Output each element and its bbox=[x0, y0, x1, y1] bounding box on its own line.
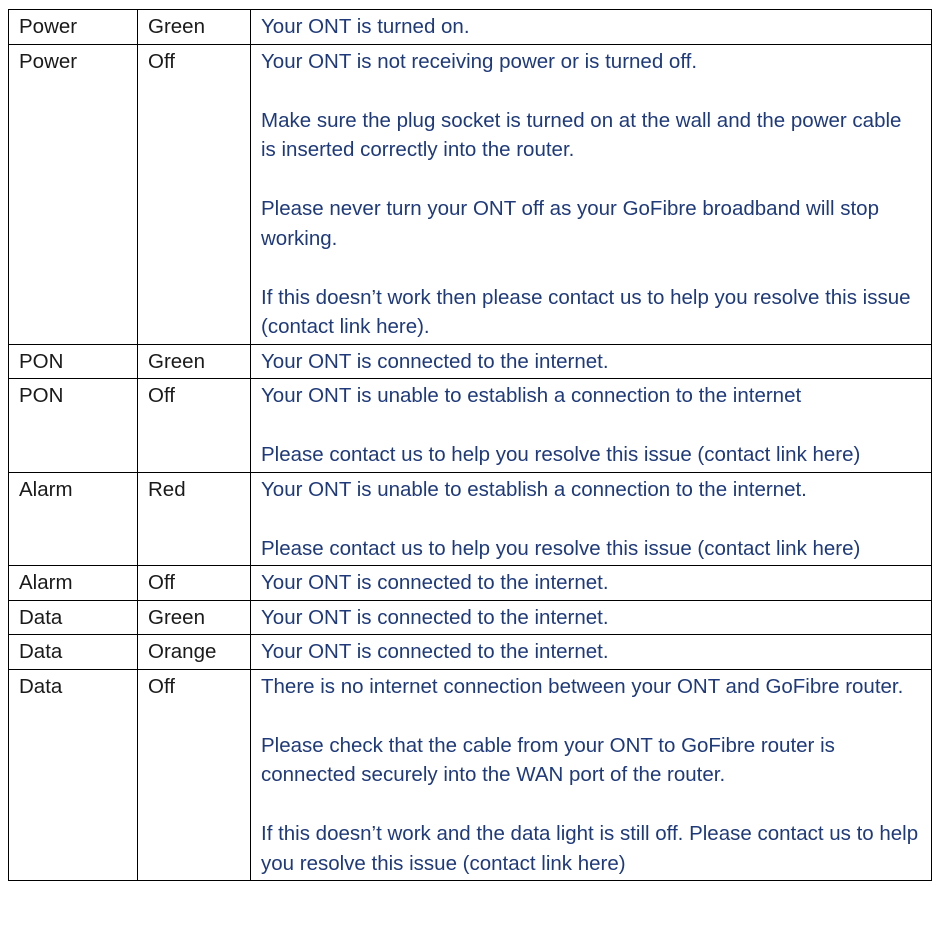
light-state-cell: Green bbox=[138, 10, 251, 45]
meaning-paragraph: Please contact us to help you resolve this issue (contact link here) bbox=[261, 443, 861, 466]
meaning-paragraph: Your ONT is connected to the internet. bbox=[261, 640, 609, 663]
meaning-paragraph: Your ONT is connected to the internet. bbox=[261, 605, 609, 629]
meaning-paragraph: Please contact us to help you resolve this issue (contact link here) bbox=[261, 536, 861, 560]
table-body bbox=[9, 10, 932, 881]
meaning-paragraph: Make sure the plug socket is turned on at the wall and the power cable is inserted correctly into the router. bbox=[261, 108, 902, 161]
meaning-paragraph: There is no internet connection between your ONT and GoFibre router. bbox=[261, 674, 904, 698]
meaning-cell bbox=[251, 669, 932, 881]
meaning-cell bbox=[251, 344, 932, 379]
meaning-cell bbox=[251, 379, 932, 473]
meaning-paragraph: If this doesn’t work then please contact us to help you resolve this issue (contact link here). bbox=[261, 285, 911, 338]
light-name-cell: PON bbox=[9, 344, 138, 379]
table-row bbox=[9, 566, 932, 601]
light-name-cell: Power bbox=[9, 10, 138, 45]
table-row bbox=[9, 379, 932, 473]
meaning-paragraph: Your ONT is connected to the internet. bbox=[261, 349, 609, 373]
meaning-cell bbox=[251, 600, 932, 635]
light-state-cell: Off bbox=[138, 669, 251, 881]
meaning-paragraph: Your ONT is turned on. bbox=[261, 15, 470, 38]
meaning-cell bbox=[251, 10, 932, 45]
meaning-cell bbox=[251, 44, 932, 344]
meaning-cell bbox=[251, 566, 932, 601]
meaning-paragraph: Your ONT is unable to establish a connection to the internet. bbox=[261, 477, 807, 501]
light-state-cell: Off bbox=[138, 44, 251, 344]
meaning-paragraph: Your ONT is not receiving power or is turned off. bbox=[261, 49, 698, 73]
ont-light-status-table bbox=[8, 9, 932, 881]
light-state-cell: Off bbox=[138, 566, 251, 601]
light-name-cell: Power bbox=[9, 44, 138, 344]
light-name-cell: Data bbox=[9, 669, 138, 881]
table-row bbox=[9, 472, 932, 566]
table-row bbox=[9, 10, 932, 45]
meaning-paragraph: Please never turn your ONT off as your GoFibre broadband will stop working. bbox=[261, 197, 879, 250]
light-state-cell: Red bbox=[138, 472, 251, 566]
light-state-cell: Off bbox=[138, 379, 251, 473]
light-name-cell: Data bbox=[9, 635, 138, 670]
light-name-cell: PON bbox=[9, 379, 138, 473]
light-state-cell: Green bbox=[138, 344, 251, 379]
meaning-paragraph: Your ONT is unable to establish a connection to the internet bbox=[261, 384, 802, 407]
table-row bbox=[9, 635, 932, 670]
light-name-cell: Alarm bbox=[9, 472, 138, 566]
light-name-cell: Alarm bbox=[9, 566, 138, 601]
meaning-paragraph: Your ONT is connected to the internet. bbox=[261, 571, 609, 594]
light-state-cell: Orange bbox=[138, 635, 251, 670]
light-state-cell: Green bbox=[138, 600, 251, 635]
meaning-paragraph: Please check that the cable from your ONT to GoFibre router is connected securely into the WAN port of the router. bbox=[261, 733, 835, 786]
table-row bbox=[9, 669, 932, 881]
meaning-cell bbox=[251, 472, 932, 566]
meaning-cell bbox=[251, 635, 932, 670]
light-name-cell: Data bbox=[9, 600, 138, 635]
table-row bbox=[9, 344, 932, 379]
table-row bbox=[9, 44, 932, 344]
meaning-paragraph: If this doesn’t work and the data light is still off. Please contact us to help you resolve this issue (contact link here) bbox=[261, 822, 919, 875]
table-row bbox=[9, 600, 932, 635]
